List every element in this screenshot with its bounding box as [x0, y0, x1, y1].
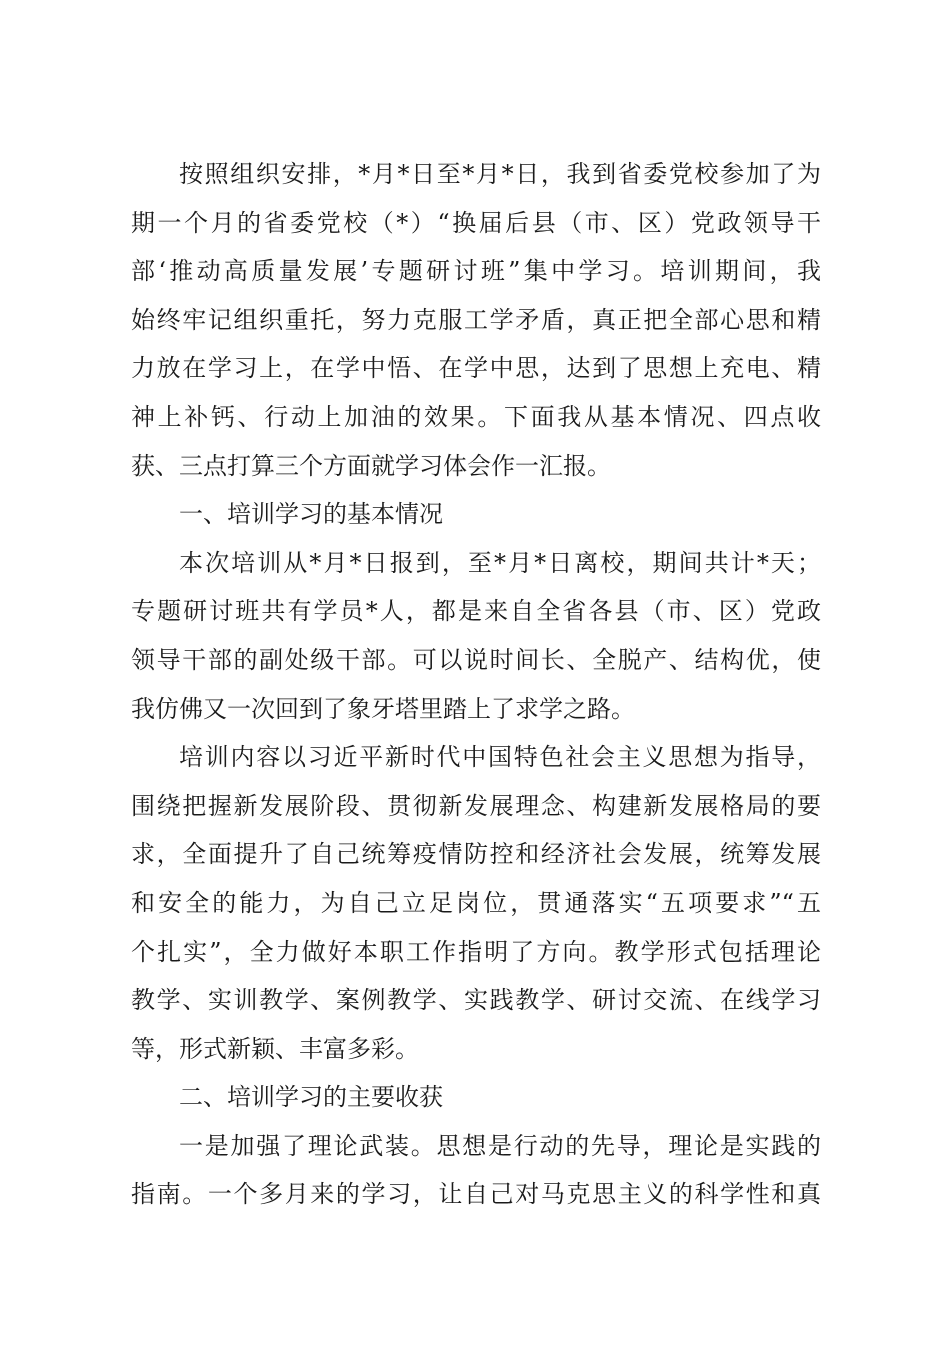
text-line: 按照组织安排，*月*日至*月*日，我到省委党校参加了为: [179, 160, 821, 188]
text-line: 和安全的能力，为自己立足岗位，贯通落实“五项要求”“五: [131, 888, 821, 917]
text-line: 获、三点打算三个方面就学习体会作一汇报。: [131, 451, 611, 480]
text-line: 一、培训学习的基本情况: [179, 500, 443, 529]
text-line: 力放在学习上，在学中悟、在学中思，达到了思想上充电、精: [131, 354, 821, 383]
text-line: 培训内容以习近平新时代中国特色社会主义思想为指导，: [179, 743, 821, 772]
text-line: 教学、实训教学、案例教学、实践教学、研讨交流、在线学习: [131, 986, 821, 1015]
text-line: 指南。一个多月来的学习，让自己对马克思主义的科学性和真: [131, 1180, 821, 1209]
text-line: 专题研讨班共有学员*人，都是来自全省各县（市、区）党政: [131, 597, 821, 626]
text-line: 等，形式新颖、丰富多彩。: [131, 1034, 419, 1063]
text-line: 个扎实”，全力做好本职工作指明了方向。教学形式包括理论: [131, 937, 821, 966]
text-line: 求，全面提升了自己统筹疫情防控和经济社会发展，统筹发展: [131, 840, 821, 869]
text-line: 本次培训从*月*日报到，至*月*日离校，期间共计*天；: [179, 548, 821, 577]
text-line: 部‘推动高质量发展’专题研讨班”集中学习。培训期间，我: [131, 257, 821, 286]
text-line: 围绕把握新发展阶段、贯彻新发展理念、构建新发展格局的要: [131, 791, 821, 820]
text-line: 领导干部的副处级干部。可以说时间长、全脱产、结构优，使: [131, 645, 821, 674]
text-line: 一是加强了理论武装。思想是行动的先导，理论是实践的: [179, 1131, 821, 1160]
text-line: 期一个月的省委党校（*）“换届后县（市、区）党政领导干: [131, 208, 821, 237]
text-line: 我仿佛又一次回到了象牙塔里踏上了求学之路。: [131, 694, 635, 723]
text-line: 始终牢记组织重托，努力克服工学矛盾，真正把全部心思和精: [131, 305, 821, 334]
document-body: [131, 150, 821, 1219]
text-line: 二、培训学习的主要收获: [179, 1083, 443, 1112]
text-line: 神上补钙、行动上加油的效果。下面我从基本情况、四点收: [131, 402, 821, 431]
